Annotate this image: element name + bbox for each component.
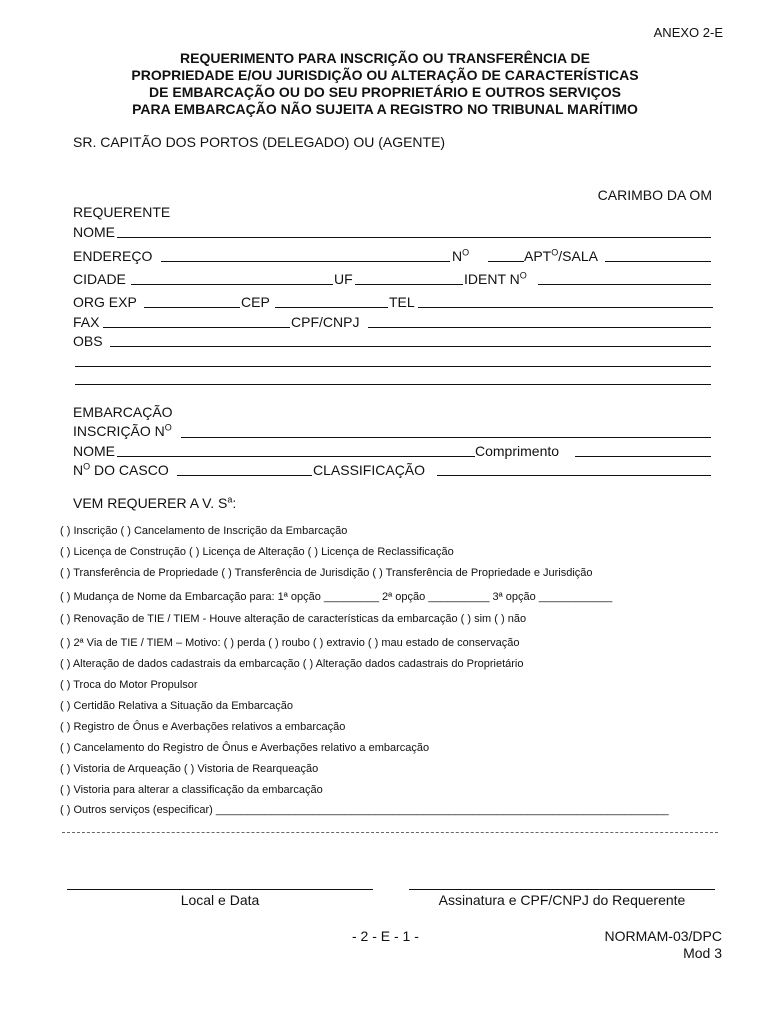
option-renovacao-tie[interactable]: ( ) Renovação de TIE / TIEM - Houve alteração de características da embarcação ( ) sim ( ) não bbox=[60, 613, 527, 625]
local-data-label: Local e Data bbox=[180, 892, 260, 908]
uf-field[interactable] bbox=[355, 284, 463, 285]
title-line-1: REQUERIMENTO PARA INSCRIÇÃO OU TRANSFERÊNCIA DE bbox=[180, 50, 590, 66]
comprimento-label: Comprimento bbox=[475, 443, 560, 459]
apto-field[interactable] bbox=[605, 261, 711, 262]
option-troca-motor[interactable]: ( ) Troca do Motor Propulsor bbox=[60, 679, 198, 691]
option-licenca[interactable]: ( ) Licença de Construção ( ) Licença de Alteração ( ) Licença de Reclassificação bbox=[60, 546, 454, 558]
title-line-2: PROPRIEDADE E/OU JURISDIÇÃO OU ALTERAÇÃO DE CARACTERÍSTICAS bbox=[131, 67, 639, 83]
numero-field[interactable] bbox=[488, 261, 524, 262]
obs-label: OBS bbox=[73, 333, 103, 349]
obs-field[interactable] bbox=[110, 346, 711, 347]
embarcacao-heading: EMBARCAÇÃO bbox=[73, 404, 173, 420]
document-title bbox=[0, 50, 770, 118]
cep-field[interactable] bbox=[275, 307, 388, 308]
option-transferencia[interactable]: ( ) Transferência de Propriedade ( ) Transferência de Jurisdição ( ) Transferência de Propriedade e Jurisdição bbox=[60, 567, 593, 579]
option-outros-servicos[interactable]: ( ) Outros serviços (especificar) __________________________________________________________________________ bbox=[60, 804, 669, 816]
inscricao-label: INSCRIÇÃO $N^O$ bbox=[73, 422, 172, 439]
casco-field[interactable] bbox=[177, 475, 312, 476]
uf-label: UF bbox=[334, 271, 353, 287]
salutation: SR. CAPITÃO DOS PORTOS (DELEGADO) OU (AGENTE) bbox=[73, 134, 446, 150]
inscricao-field[interactable] bbox=[181, 437, 711, 438]
requerente-heading: REQUERENTE bbox=[73, 204, 171, 220]
fax-label: FAX bbox=[73, 314, 100, 330]
embarcacao-nome-label: NOME bbox=[73, 443, 115, 459]
mod-label: Mod 3 bbox=[683, 945, 722, 961]
cep-label: CEP bbox=[241, 294, 270, 310]
option-alteracao-dados[interactable]: ( ) Alteração de dados cadastrais da embarcação ( ) Alteração dados cadastrais do Proprietário bbox=[60, 658, 524, 670]
nome-field[interactable] bbox=[117, 237, 711, 238]
embarcacao-nome-field[interactable] bbox=[117, 456, 475, 457]
outros-servicos-continuation-line[interactable] bbox=[62, 832, 718, 833]
casco-label: $N^O$ DO CASCO bbox=[73, 461, 169, 478]
apto-label: $APT^O$/SALA bbox=[524, 247, 598, 264]
assinatura-label: Assinatura e CPF/CNPJ do Requerente bbox=[438, 892, 686, 908]
comprimento-field[interactable] bbox=[575, 456, 711, 457]
tel-field[interactable] bbox=[418, 307, 713, 308]
classificacao-label: CLASSIFICAÇÃO bbox=[313, 462, 426, 478]
ident-field[interactable] bbox=[538, 284, 711, 285]
assinatura-line[interactable] bbox=[409, 889, 715, 890]
classificacao-field[interactable] bbox=[437, 475, 711, 476]
option-inscricao[interactable]: ( ) Inscrição ( ) Cancelamento de Inscrição da Embarcação bbox=[60, 525, 348, 537]
option-segunda-via[interactable]: ( ) 2ª Via de TIE / TIEM – Motivo: ( ) perda ( ) roubo ( ) extravio ( ) mau estado de conservação bbox=[60, 637, 520, 649]
cpf-label: CPF/CNPJ bbox=[291, 314, 360, 330]
org-exp-label: ORG EXP bbox=[73, 294, 137, 310]
fax-field[interactable] bbox=[103, 327, 290, 328]
page-number: - 2 - E - 1 - bbox=[352, 928, 419, 944]
obs-field-line-3[interactable] bbox=[75, 384, 711, 385]
vem-requerer-heading: VEM REQUERER A V. $S^a$: bbox=[73, 494, 237, 511]
option-cancelamento-onus[interactable]: ( ) Cancelamento do Registro de Ônus e Averbações relativo a embarcação bbox=[60, 742, 430, 754]
obs-field-line-2[interactable] bbox=[75, 366, 711, 367]
stamp-label: CARIMBO DA OM bbox=[597, 187, 712, 203]
ident-label: IDENT $N^O$ bbox=[464, 270, 527, 287]
option-vistoria-arqueacao[interactable]: ( ) Vistoria de Arqueação ( ) Vistoria de Rearqueação bbox=[60, 763, 319, 775]
cidade-label: CIDADE bbox=[73, 271, 126, 287]
option-mudanca-nome[interactable]: ( ) Mudança de Nome da Embarcação para: 1ª opção _________ 2ª opção __________ 3ª opção ____________ bbox=[60, 591, 613, 603]
endereco-label: ENDEREÇO bbox=[73, 248, 153, 264]
option-registro-onus[interactable]: ( ) Registro de Ônus e Averbações relativos a embarcação bbox=[60, 721, 346, 733]
org-exp-field[interactable] bbox=[144, 307, 240, 308]
nome-label: NOME bbox=[73, 224, 115, 240]
title-line-3: DE EMBARCAÇÃO OU DO SEU PROPRIETÁRIO E OUTROS SERVIÇOS bbox=[149, 84, 621, 100]
option-certidao[interactable]: ( ) Certidão Relativa a Situação da Embarcação bbox=[60, 700, 293, 712]
annex-label: ANEXO 2-E bbox=[653, 25, 723, 40]
option-vistoria-classificacao[interactable]: ( ) Vistoria para alterar a classificação da embarcação bbox=[60, 784, 323, 796]
cidade-field[interactable] bbox=[131, 284, 333, 285]
local-data-line[interactable] bbox=[67, 889, 373, 890]
endereco-field[interactable] bbox=[161, 261, 450, 262]
title-line-4: PARA EMBARCAÇÃO NÃO SUJEITA A REGISTRO NO TRIBUNAL MARÍTIMO bbox=[132, 101, 638, 117]
tel-label: TEL bbox=[389, 294, 415, 310]
cpf-field[interactable] bbox=[368, 327, 711, 328]
normam-label: NORMAM-03/DPC bbox=[604, 928, 722, 944]
numero-label: $N^O$ bbox=[452, 247, 470, 264]
